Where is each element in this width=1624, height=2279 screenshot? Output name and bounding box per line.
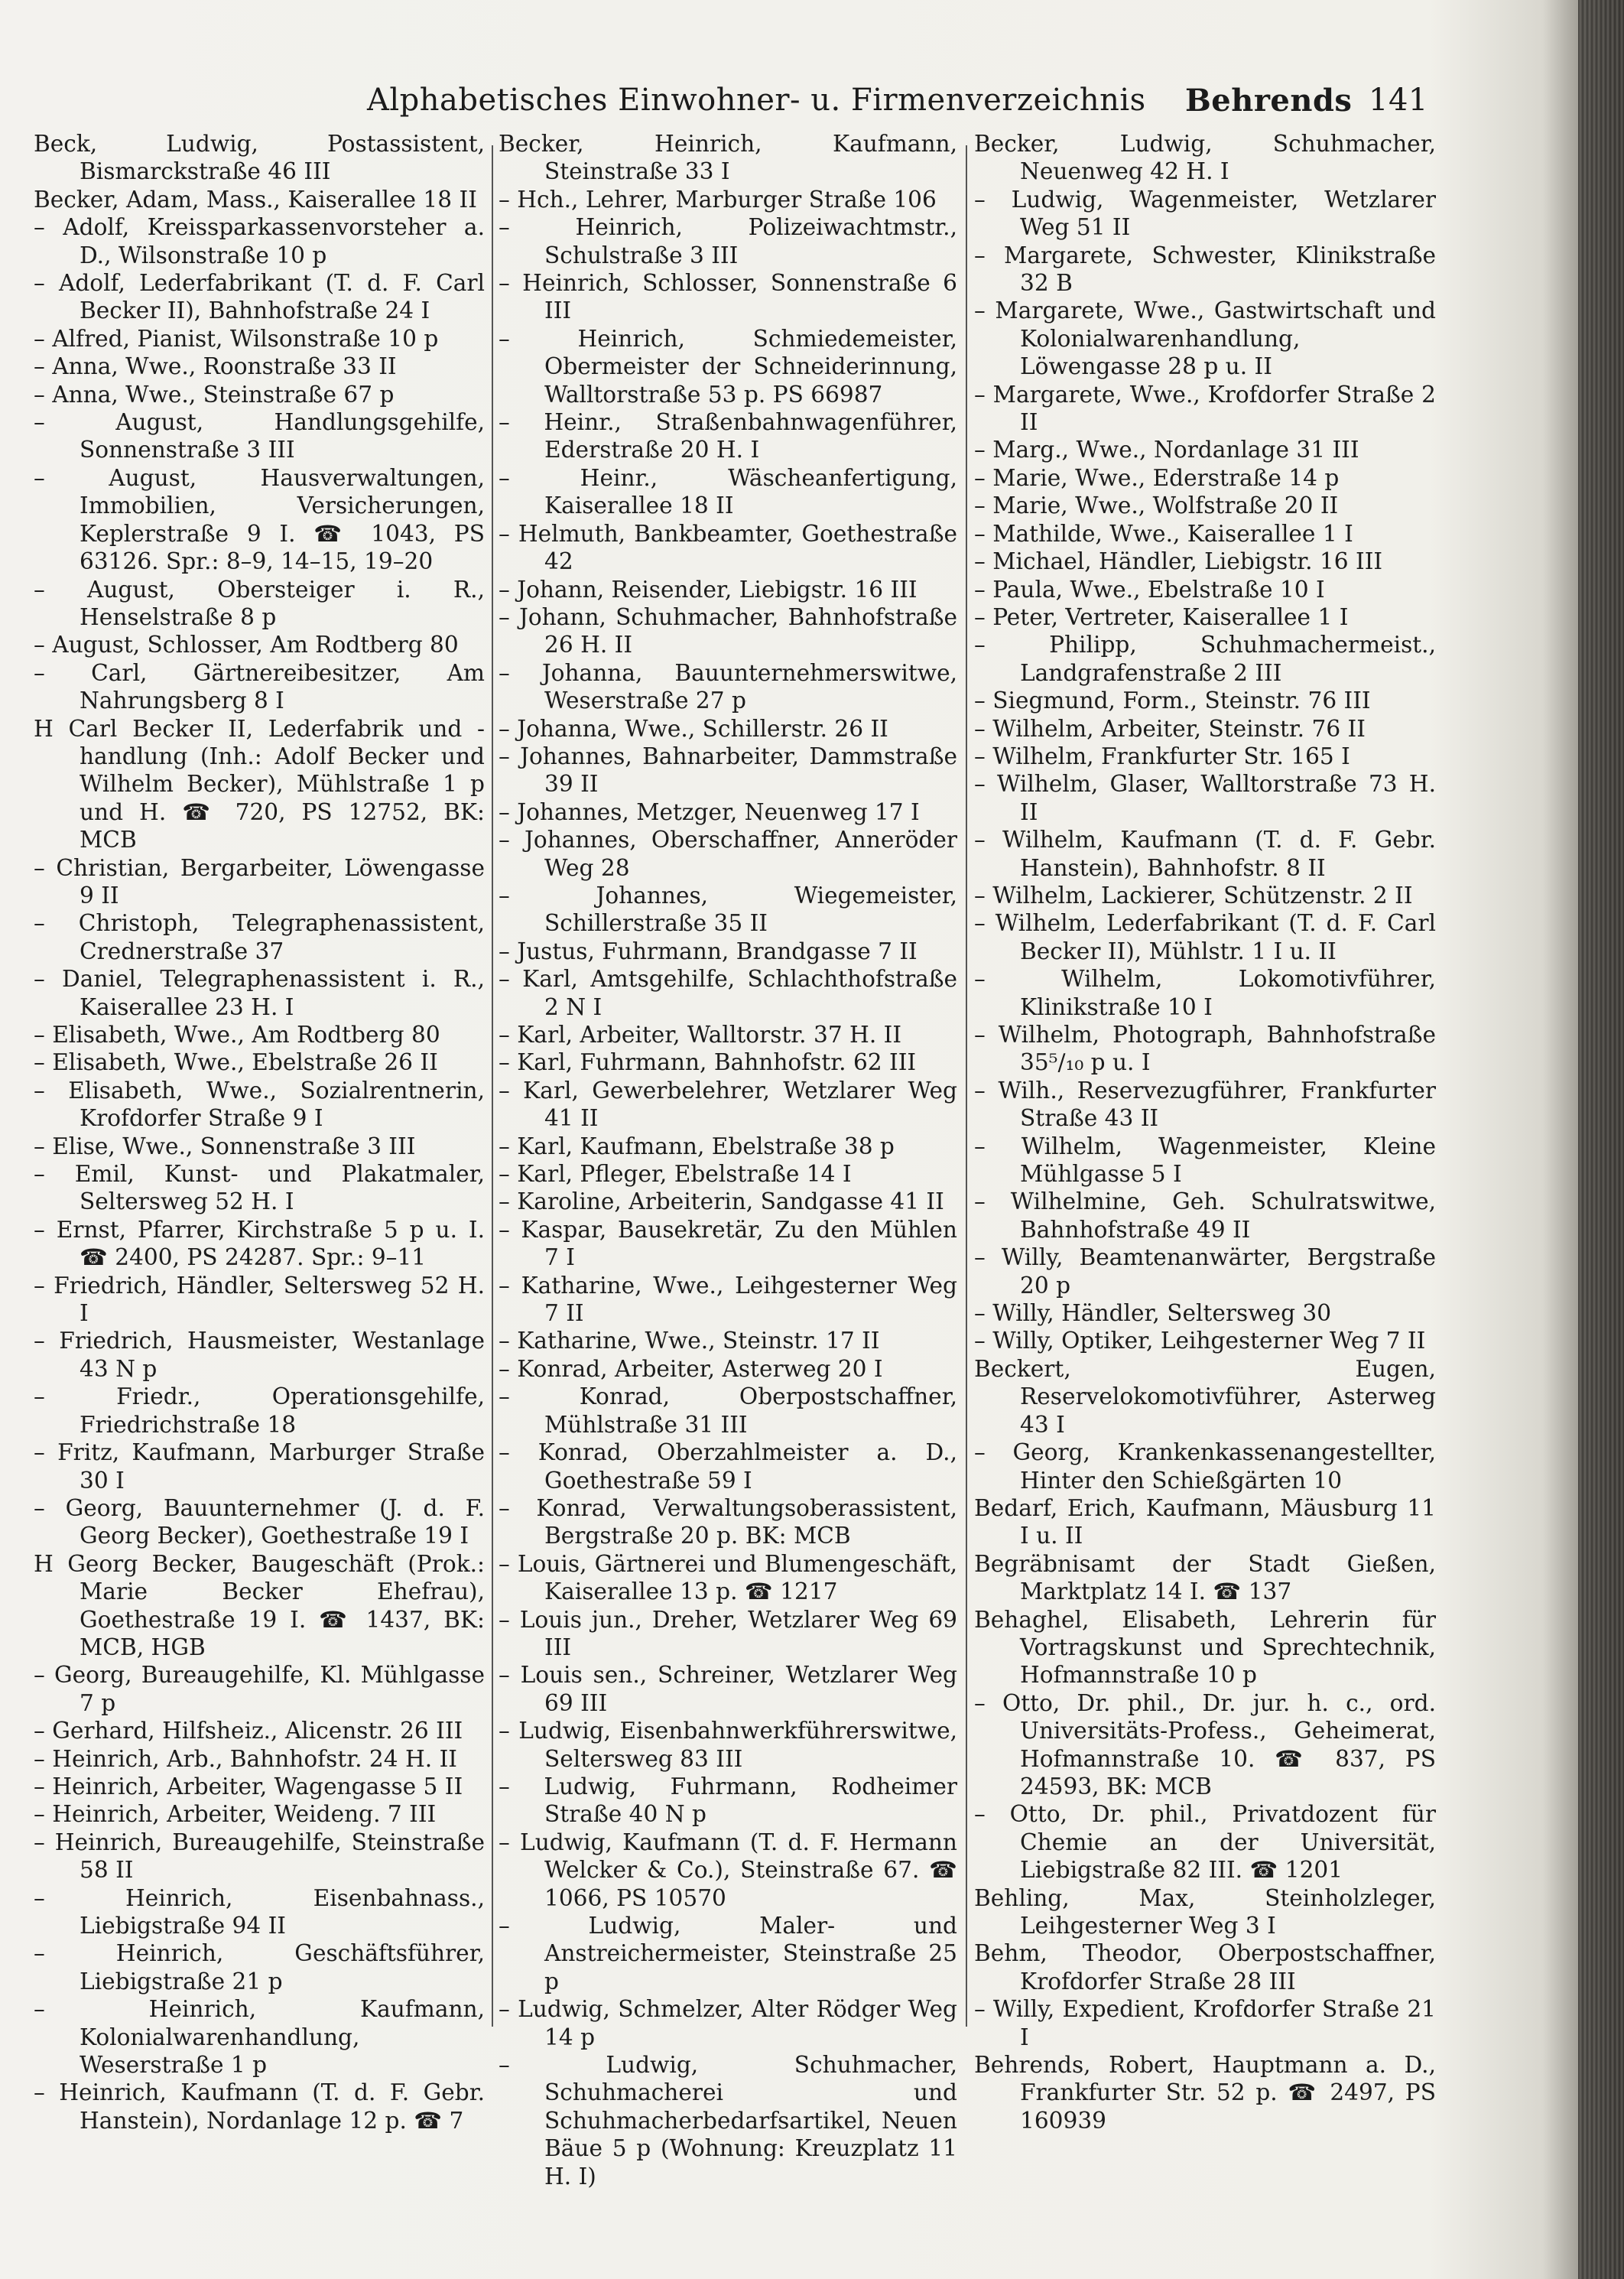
directory-entry: – Wilhelmine, Geh. Schulratswitwe, Bahnhofstraße 49 II [974, 1188, 1436, 1243]
directory-entry: – Adolf, Kreissparkassenvorsteher a. D., Wilsonstraße 10 p [34, 214, 485, 268]
directory-entry: – Ludwig, Fuhrmann, Rodheimer Straße 40 N p [499, 1773, 957, 1828]
directory-entry: – Ludwig, Wagenmeister, Wetzlarer Weg 51 II [974, 186, 1436, 241]
directory-entry: – Louis jun., Dreher, Wetzlarer Weg 69 III [499, 1606, 957, 1660]
directory-entry: – Ludwig, Schuhmacher, Schuhmacherei und Schuhmacherbedarfsartikel, Neuen Bäue 5 p (Wohnung: Kreuzplatz 11 H. I) [499, 2052, 957, 2190]
directory-entry: – Wilhelm, Lederfabrikant (T. d. F. Carl Becker II), Mühlstr. 1 I u. II [974, 910, 1436, 964]
directory-entry: – August, Obersteiger i. R., Henselstraße 8 p [34, 576, 485, 630]
directory-entry: – Elisabeth, Wwe., Am Rodtberg 80 [34, 1022, 440, 1048]
directory-entry: – August, Handlungsgehilfe, Sonnenstraße 3 III [34, 409, 485, 463]
column-divider-1 [492, 145, 493, 2027]
directory-entry: – Peter, Vertreter, Kaiserallee 1 I [974, 603, 1349, 630]
directory-entry: – Heinrich, Schlosser, Sonnenstraße 6 III [499, 270, 957, 324]
running-head-keyword: Behrends [1185, 83, 1353, 119]
running-head [367, 76, 1437, 130]
directory-entry: – Elisabeth, Wwe., Ebelstraße 26 II [34, 1049, 438, 1076]
directory-entry: – Georg, Krankenkassenangestellter, Hinter den Schießgärten 10 [974, 1439, 1436, 1494]
directory-entry: – Otto, Dr. phil., Privatdozent für Chemie an der Universität, Liebigstraße 82 III. ☎ 1201 [974, 1801, 1436, 1884]
directory-entry: Behrends, Robert, Hauptmann a. D., Frankfurter Str. 52 p. ☎ 2497, PS 160939 [974, 2052, 1436, 2134]
directory-entry: – Karl, Arbeiter, Walltorstr. 37 H. II [499, 1022, 902, 1048]
directory-entry: – Helmuth, Bankbeamter, Goethestraße 42 [499, 520, 957, 575]
directory-entry: – Karoline, Arbeiterin, Sandgasse 41 II [499, 1188, 944, 1215]
directory-entry: – Michael, Händler, Liebigstr. 16 III [974, 548, 1383, 575]
directory-entry: – Johannes, Wiegemeister, Schillerstraße 35 II [499, 882, 957, 937]
directory-entry: – Heinrich, Arbeiter, Wagengasse 5 II [34, 1773, 463, 1799]
directory-entry: – Emil, Kunst- und Plakatmaler, Seltersweg 52 H. I [34, 1161, 485, 1215]
directory-entry: – Marg., Wwe., Nordanlage 31 III [974, 437, 1359, 463]
directory-entry: – Willy, Händler, Seltersweg 30 [974, 1300, 1332, 1327]
directory-entry: – Heinrich, Kaufmann, Kolonialwarenhandlung, Weserstraße 1 p [34, 1996, 485, 2079]
directory-entry: Beckert, Eugen, Reservelokomotivführer, Asterweg 43 I [974, 1355, 1436, 1438]
directory-entry: – Wilhelm, Lokomotivführer, Klinikstraße 10 I [974, 966, 1436, 1020]
directory-entry: – Georg, Bauunternehmer (J. d. F. Georg Becker), Goethestraße 19 I [34, 1494, 485, 1549]
directory-entry: – Karl, Fuhrmann, Bahnhofstr. 62 III [499, 1049, 917, 1076]
directory-entry: – Alfred, Pianist, Wilsonstraße 10 p [34, 325, 439, 352]
directory-entry: – Elisabeth, Wwe., Sozialrentnerin, Krofdorfer Straße 9 I [34, 1077, 485, 1132]
directory-entry: – Friedr., Operationsgehilfe, Friedrichstraße 18 [34, 1383, 485, 1438]
page-edge-shadow [1578, 0, 1624, 2279]
directory-entry: – Heinrich, Kaufmann (T. d. F. Gebr. Hanstein), Nordanlage 12 p. ☎ 7 [34, 2079, 485, 2134]
directory-entry: – Johanna, Wwe., Schillerstr. 26 II [499, 715, 888, 742]
directory-entry: – Ludwig, Maler- und Anstreichermeister, Steinstraße 25 p [499, 1913, 957, 1995]
directory-entry: – Justus, Fuhrmann, Brandgasse 7 II [499, 938, 918, 964]
directory-entry: – Wilh., Reservezugführer, Frankfurter Straße 43 II [974, 1077, 1436, 1132]
column-divider-2 [966, 145, 967, 2027]
directory-entry: – Willy, Expedient, Krofdorfer Straße 21 I [974, 1996, 1436, 2050]
directory-entry: – Adolf, Lederfabrikant (T. d. F. Carl Becker II), Bahnhofstraße 24 I [34, 270, 485, 324]
directory-entry: – Margarete, Wwe., Krofdorfer Straße 2 II [974, 381, 1436, 436]
directory-entry: – Margarete, Wwe., Gastwirtschaft und Kolonialwarenhandlung, Löwengasse 28 p u. II [974, 297, 1436, 380]
directory-entry: Behm, Theodor, Oberpostschaffner, Krofdorfer Straße 28 III [974, 1940, 1436, 1995]
column-1 [34, 130, 485, 2256]
directory-entry: – Friedrich, Händler, Seltersweg 52 H. I [34, 1272, 485, 1327]
column-2 [499, 130, 957, 2256]
directory-entry: – Heinrich, Arbeiter, Weideng. 7 III [34, 1801, 437, 1828]
directory-entry: – Anna, Wwe., Steinstraße 67 p [34, 381, 395, 408]
directory-entry: – Carl, Gärtnereibesitzer, Am Nahrungsberg 8 I [34, 659, 485, 714]
directory-entry: – Johannes, Bahnarbeiter, Dammstraße 39 II [499, 743, 957, 798]
page-number: 141 [1369, 83, 1428, 118]
directory-entry: – Anna, Wwe., Roonstraße 33 II [34, 353, 397, 380]
directory-entry: – Ludwig, Kaufmann (T. d. F. Hermann Welcker & Co.), Steinstraße 67. ☎ 1066, PS 10570 [499, 1829, 957, 1911]
directory-entry: – Heinrich, Geschäftsführer, Liebigstraße 21 p [34, 1940, 485, 1995]
directory-entry: H Georg Becker, Baugeschäft (Prok.: Marie Becker Ehefrau), Goethestraße 19 I. ☎ 1437, BK: MCB, HGB [34, 1550, 485, 1660]
directory-entry: – Mathilde, Wwe., Kaiserallee 1 I [974, 520, 1353, 547]
directory-entry: – Louis, Gärtnerei und Blumengeschäft, Kaiserallee 13 p. ☎ 1217 [499, 1550, 957, 1605]
directory-entry: – Friedrich, Hausmeister, Westanlage 43 N p [34, 1328, 485, 1382]
running-head-title: Alphabetisches Einwohner- u. Firmenverzeichnis [367, 83, 1146, 118]
directory-entry: – Karl, Pfleger, Ebelstraße 14 I [499, 1161, 852, 1188]
directory-entry: Becker, Adam, Mass., Kaiserallee 18 II [34, 186, 477, 213]
directory-entry: – Wilhelm, Wagenmeister, Kleine Mühlgasse 5 I [974, 1133, 1436, 1188]
directory-entry: – Wilhelm, Frankfurter Str. 165 I [974, 743, 1350, 769]
directory-entry: – Kaspar, Bausekretär, Zu den Mühlen 7 I [499, 1216, 957, 1271]
directory-entry: – Siegmund, Form., Steinstr. 76 III [974, 688, 1371, 714]
directory-entry: Begräbnisamt der Stadt Gießen, Marktplatz 14 I. ☎ 137 [974, 1550, 1436, 1605]
directory-entry: – Marie, Wwe., Ederstraße 14 p [974, 464, 1340, 491]
directory-entry: – Johannes, Oberschaffner, Anneröder Weg 28 [499, 827, 957, 881]
directory-entry: – Otto, Dr. phil., Dr. jur. h. c., ord. Universitäts-Profess., Geheimerat, Hofmannstraße 10. ☎ 837, PS 24593, BK: MCB [974, 1689, 1436, 1799]
directory-entry: Becker, Ludwig, Schuhmacher, Neuenweg 42 H. I [974, 131, 1436, 185]
directory-entry: – Heinrich, Arb., Bahnhofstr. 24 H. II [34, 1745, 457, 1772]
directory-entry: Becker, Heinrich, Kaufmann, Steinstraße 33 I [499, 131, 957, 185]
directory-entry: – Konrad, Arbeiter, Asterweg 20 I [499, 1355, 883, 1382]
directory-entry: – Ludwig, Schmelzer, Alter Rödger Weg 14 p [499, 1996, 957, 2050]
directory-entry: – Gerhard, Hilfsheiz., Alicenstr. 26 III [34, 1718, 463, 1744]
directory-entry: – Margarete, Schwester, Klinikstraße 32 B [974, 242, 1436, 297]
directory-entry: – Heinrich, Polizeiwachtmstr., Schulstraße 3 III [499, 214, 957, 268]
directory-entry: – Konrad, Verwaltungsoberassistent, Bergstraße 20 p. BK: MCB [499, 1494, 957, 1549]
directory-entry: – Karl, Gewerbelehrer, Wetzlarer Weg 41 II [499, 1077, 957, 1132]
directory-entry: – August, Hausverwaltungen, Immobilien, Versicherungen, Keplerstraße 9 I. ☎ 1043, PS 63126. Spr.: 8–9, 14–15, 19–20 [34, 464, 485, 575]
directory-entry: – Heinrich, Eisenbahnass., Liebigstraße 94 II [34, 1884, 485, 1939]
directory-entry: H Carl Becker II, Lederfabrik und -handlung (Inh.: Adolf Becker und Wilhelm Becker), Mühlstraße 1 p und H. ☎ 720, PS 12752, BK: MCB [34, 715, 485, 853]
directory-entry: – Fritz, Kaufmann, Marburger Straße 30 I [34, 1439, 485, 1494]
directory-entry: Behling, Max, Steinholzleger, Leihgesterner Weg 3 I [974, 1884, 1436, 1939]
directory-entry: – Louis sen., Schreiner, Wetzlarer Weg 69 III [499, 1662, 957, 1716]
directory-entry: – Willy, Optiker, Leihgesterner Weg 7 II [974, 1328, 1426, 1354]
directory-entry: – Heinrich, Schmiedemeister, Obermeister der Schneiderinnung, Walltorstraße 53 p. PS 66987 [499, 325, 957, 408]
directory-entry: – Konrad, Oberzahlmeister a. D., Goethestraße 59 I [499, 1439, 957, 1494]
directory-entry: – Ludwig, Eisenbahnwerkführerswitwe, Seltersweg 83 III [499, 1718, 957, 1772]
directory-entry: – Ernst, Pfarrer, Kirchstraße 5 p u. I. ☎ 2400, PS 24287. Spr.: 9–11 [34, 1216, 485, 1271]
directory-entry: – August, Schlosser, Am Rodtberg 80 [34, 632, 459, 658]
directory-entry: – Heinrich, Bureaugehilfe, Steinstraße 58 II [34, 1829, 485, 1884]
directory-entry: – Christian, Bergarbeiter, Löwengasse 9 II [34, 854, 485, 909]
directory-entry: – Johann, Schuhmacher, Bahnhofstraße 26 H. II [499, 603, 957, 658]
directory-entry: – Konrad, Oberpostschaffner, Mühlstraße 31 III [499, 1383, 957, 1438]
directory-entry: – Karl, Amtsgehilfe, Schlachthofstraße 2 N I [499, 966, 957, 1020]
directory-entry: – Philipp, Schuhmachermeist., Landgrafenstraße 2 III [974, 632, 1436, 686]
column-3 [974, 130, 1436, 2256]
directory-entry: – Wilhelm, Kaufmann (T. d. F. Gebr. Hanstein), Bahnhofstr. 8 II [974, 827, 1436, 881]
directory-entry: – Johanna, Bauunternehmerswitwe, Weserstraße 27 p [499, 659, 957, 714]
directory-entry: – Daniel, Telegraphenassistent i. R., Kaiserallee 23 H. I [34, 966, 485, 1020]
directory-entry: – Katharine, Wwe., Leihgesterner Weg 7 II [499, 1272, 957, 1327]
directory-entry: – Karl, Kaufmann, Ebelstraße 38 p [499, 1133, 895, 1159]
directory-entry: – Johannes, Metzger, Neuenweg 17 I [499, 798, 920, 825]
directory-entry: – Willy, Beamtenanwärter, Bergstraße 20 p [974, 1244, 1436, 1299]
directory-entry: – Wilhelm, Photograph, Bahnhofstraße 35⁵/₁₀ p u. I [974, 1022, 1436, 1076]
directory-entry: – Johann, Reisender, Liebigstr. 16 III [499, 576, 918, 603]
directory-entry: – Heinr., Wäscheanfertigung, Kaiserallee 18 II [499, 464, 957, 519]
directory-entry: Bedarf, Erich, Kaufmann, Mäusburg 11 I u. II [974, 1494, 1436, 1549]
directory-entry: – Elise, Wwe., Sonnenstraße 3 III [34, 1133, 416, 1159]
directory-entry: Behaghel, Elisabeth, Lehrerin für Vortragskunst und Sprechtechnik, Hofmannstraße 10 p [974, 1606, 1436, 1689]
directory-entry: – Hch., Lehrer, Marburger Straße 106 [499, 186, 937, 213]
directory-entry: – Paula, Wwe., Ebelstraße 10 I [974, 576, 1325, 603]
directory-entry: – Wilhelm, Lackierer, Schützenstr. 2 II [974, 882, 1413, 909]
directory-entry: – Marie, Wwe., Wolfstraße 20 II [974, 493, 1339, 519]
directory-entry: – Katharine, Wwe., Steinstr. 17 II [499, 1328, 880, 1354]
directory-entry: – Christoph, Telegraphenassistent, Crednerstraße 37 [34, 910, 485, 964]
directory-entry: – Heinr., Straßenbahnwagenführer, Ederstraße 20 H. I [499, 409, 957, 463]
directory-entry: – Wilhelm, Glaser, Walltorstraße 73 H. II [974, 771, 1436, 825]
directory-entry: – Georg, Bureaugehilfe, Kl. Mühlgasse 7 p [34, 1662, 485, 1716]
directory-entry: Beck, Ludwig, Postassistent, Bismarckstraße 46 III [34, 131, 485, 185]
directory-entry: – Wilhelm, Arbeiter, Steinstr. 76 II [974, 715, 1366, 742]
